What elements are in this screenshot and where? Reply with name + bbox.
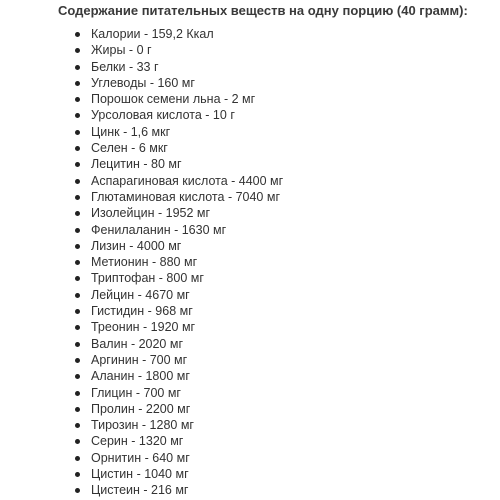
- nutrient-text: Метионин - 880 мг: [91, 255, 198, 270]
- nutrient-text: Серин - 1320 мг: [91, 434, 184, 449]
- nutrient-list-item: [72, 205, 283, 221]
- bullet-icon: [75, 260, 80, 265]
- bullet-icon: [75, 456, 80, 461]
- bullet-icon: [75, 342, 80, 347]
- nutrient-text: Глицин - 700 мг: [91, 385, 181, 400]
- nutrient-list-item: [72, 189, 283, 205]
- nutrient-text: Цистеин - 216 мг: [91, 483, 189, 498]
- nutrient-list-item: [72, 59, 283, 75]
- nutrient-text: Глютаминовая кислота - 7040 мг: [91, 189, 281, 204]
- bullet-icon: [75, 146, 80, 151]
- nutrient-text: Гистидин - 968 мг: [91, 304, 193, 319]
- nutrient-list-item: [72, 287, 283, 303]
- nutrient-list-item: [72, 156, 283, 172]
- nutrient-text: Триптофан - 800 мг: [91, 271, 204, 286]
- bullet-icon: [75, 130, 80, 135]
- nutrient-list-item: [72, 482, 283, 498]
- bullet-icon: [75, 391, 80, 396]
- nutrient-text: Орнитин - 640 мг: [91, 450, 190, 465]
- nutrient-text: Углеводы - 160 мг: [91, 75, 195, 90]
- nutrient-list-item: [72, 238, 283, 254]
- nutrient-list-item: [72, 433, 283, 449]
- nutrient-list-item: [72, 417, 283, 433]
- nutrient-text: Селен - 6 мкг: [91, 141, 168, 156]
- nutrient-list-item: [72, 466, 283, 482]
- bullet-icon: [75, 309, 80, 314]
- nutrient-list-item: [72, 385, 283, 401]
- nutrient-text: Фенилаланин - 1630 мг: [91, 222, 227, 237]
- nutrient-text: Урсоловая кислота - 10 г: [91, 108, 235, 123]
- nutrient-list-item: [72, 26, 283, 42]
- nutrient-text: Лецитин - 80 мг: [91, 157, 182, 172]
- nutrient-list-item: [72, 401, 283, 417]
- nutrient-list-item: [72, 173, 283, 189]
- nutrient-text: Калории - 159,2 Ккал: [91, 27, 214, 41]
- nutrient-list-item: [72, 254, 283, 270]
- nutrient-list-item: [72, 124, 283, 140]
- bullet-icon: [75, 293, 80, 298]
- nutrition-heading: Содержание питательных веществ на одну порцию (40 грамм):: [58, 3, 468, 18]
- nutrient-text: Тирозин - 1280 мг: [91, 418, 194, 433]
- bullet-icon: [75, 244, 80, 249]
- bullet-icon: [75, 358, 80, 363]
- bullet-icon: [75, 195, 80, 200]
- bullet-icon: [75, 65, 80, 70]
- nutrient-list-item: [72, 352, 283, 368]
- bullet-icon: [75, 179, 80, 184]
- bullet-icon: [75, 374, 80, 379]
- nutrient-text: Порошок семени льна - 2 мг: [91, 92, 256, 107]
- nutrient-text: Аргинин - 700 мг: [91, 352, 188, 367]
- bullet-icon: [75, 32, 80, 37]
- nutrient-text: Белки - 33 г: [91, 59, 159, 74]
- nutrient-list-item: [72, 222, 283, 238]
- bullet-icon: [75, 276, 80, 281]
- nutrient-list-item: [72, 75, 283, 91]
- bullet-icon: [75, 211, 80, 216]
- bullet-icon: [75, 97, 80, 102]
- nutrient-text: Цинк - 1,6 мкг: [91, 124, 171, 139]
- nutrient-text: Лизин - 4000 мг: [91, 238, 182, 253]
- bullet-icon: [75, 423, 80, 428]
- bullet-icon: [75, 325, 80, 330]
- nutrient-list-item: [72, 91, 283, 107]
- bullet-icon: [75, 81, 80, 86]
- nutrient-list-item: [72, 368, 283, 384]
- nutrient-text: Аспарагиновая кислота - 4400 мг: [91, 173, 284, 188]
- nutrient-list-item: [72, 450, 283, 466]
- bullet-icon: [75, 488, 80, 493]
- nutrient-list-item: [72, 336, 283, 352]
- nutrient-text: Аланин - 1800 мг: [91, 369, 190, 384]
- bullet-icon: [75, 407, 80, 412]
- nutrient-text: Лейцин - 4670 мг: [91, 287, 190, 302]
- bullet-icon: [75, 439, 80, 444]
- nutrient-list-item: [72, 319, 283, 335]
- nutrient-list-item: [72, 303, 283, 319]
- nutrient-list: [72, 26, 283, 499]
- bullet-icon: [75, 162, 80, 167]
- bullet-icon: [75, 472, 80, 477]
- nutrient-text: Цистин - 1040 мг: [91, 467, 189, 482]
- nutrient-text: Валин - 2020 мг: [91, 336, 184, 351]
- nutrient-list-item: [72, 270, 283, 286]
- nutrient-text: Жиры - 0 г: [91, 43, 152, 58]
- bullet-icon: [75, 113, 80, 118]
- nutrient-list-item: [72, 140, 283, 156]
- nutrient-text: Пролин - 2200 мг: [91, 401, 191, 416]
- nutrient-text: Треонин - 1920 мг: [91, 320, 196, 335]
- nutrient-text: Изолейцин - 1952 мг: [91, 206, 211, 221]
- bullet-icon: [75, 48, 80, 53]
- nutrient-list-item: [72, 42, 283, 58]
- nutrient-list-item: [72, 107, 283, 123]
- bullet-icon: [75, 228, 80, 233]
